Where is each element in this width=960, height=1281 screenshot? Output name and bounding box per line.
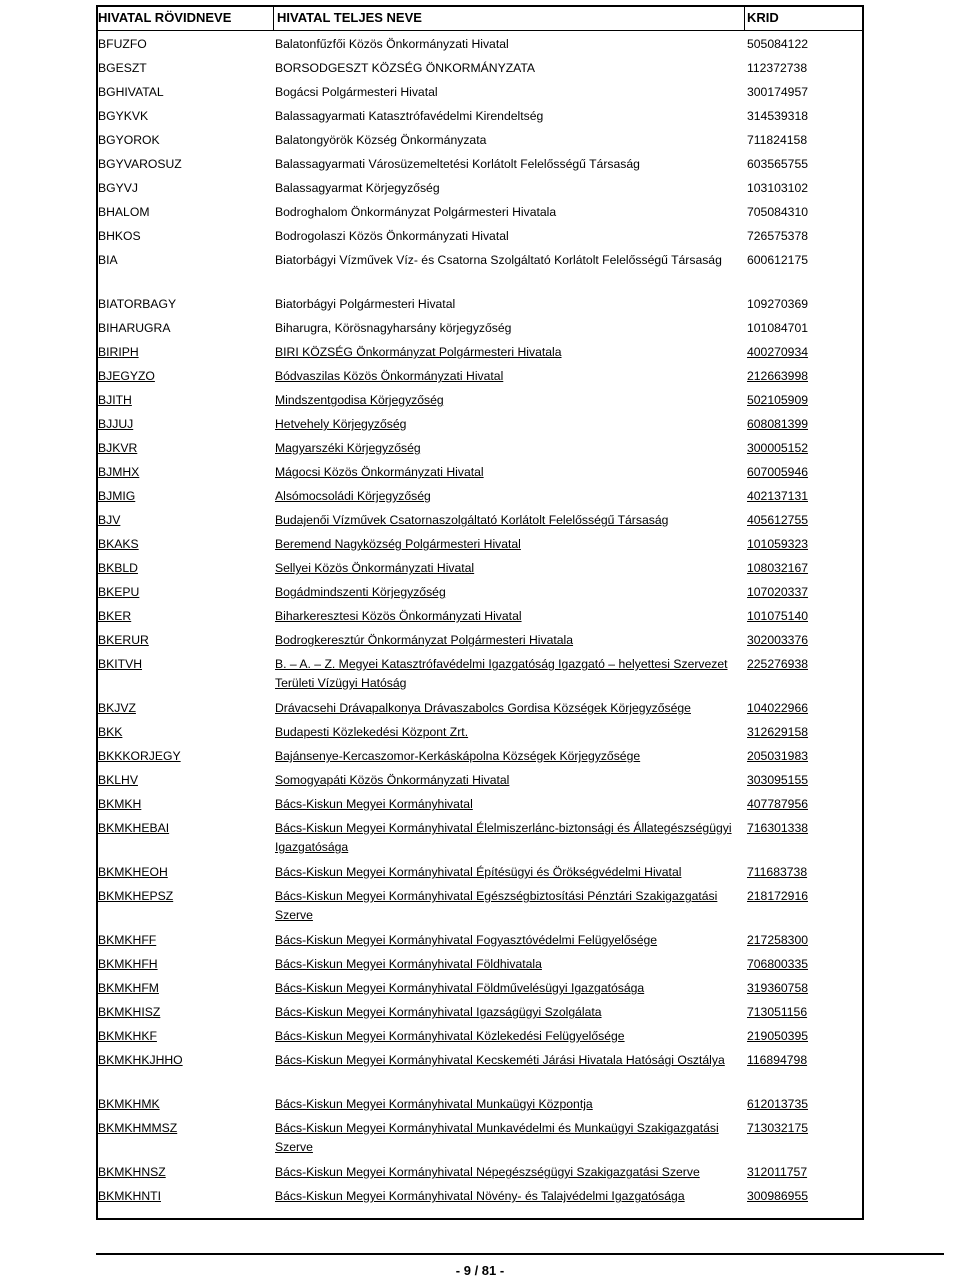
cell-short-name: BHKOS xyxy=(98,229,141,243)
cell-full-name: Biharkeresztesi Közös Önkormányzati Hivatal xyxy=(275,609,522,623)
cell-short-name: BJEGYZO xyxy=(98,369,155,383)
header-krid: KRID xyxy=(747,10,779,25)
cell-short-name: BKER xyxy=(98,609,132,623)
footer-divider xyxy=(96,1253,944,1255)
cell-full-name: Bács-Kiskun Megyei Kormányhivatal Növény- és Talajvédelmi Igazgatósága xyxy=(275,1189,685,1203)
cell-krid: 716301338 xyxy=(747,821,809,835)
cell-short-name: BGYVAROSUZ xyxy=(98,157,182,171)
cell-full-name: Hetvehely Körjegyzőség xyxy=(275,417,407,431)
cell-krid: 300174957 xyxy=(747,85,809,99)
cell-short-name: BKMKHMMSZ xyxy=(98,1121,178,1135)
cell-krid: 303095155 xyxy=(747,773,809,787)
cell-full-name: Budajenői Vízművek Csatornaszolgáltató Korlátolt Felelősségű Társaság xyxy=(275,513,669,527)
cell-full-name: Bács-Kiskun Megyei Kormányhivatal Földművelésügyi Igazgatósága xyxy=(275,981,645,995)
cell-short-name: BKLHV xyxy=(98,773,138,787)
cell-short-name: BGHIVATAL xyxy=(98,85,164,99)
cell-full-name: Bács-Kiskun Megyei Kormányhivatal Munkaügyi Központja xyxy=(275,1097,593,1111)
cell-krid: 108032167 xyxy=(747,561,809,575)
cell-short-name: BKERUR xyxy=(98,633,149,647)
cell-full-name: Balassagyarmati Katasztrófavédelmi Kirendeltség xyxy=(275,109,544,123)
cell-full-name: Alsómocsoládi Körjegyzőség xyxy=(275,489,431,503)
cell-short-name: BKMKHEOH xyxy=(98,865,168,879)
cell-full-name: Mágocsi Közös Önkormányzati Hivatal xyxy=(275,465,484,479)
cell-krid: 101059323 xyxy=(747,537,809,551)
cell-full-name: Bács-Kiskun Megyei Kormányhivatal Élelmiszerlánc-biztonsági és Állategészségügyi Igazgatósága xyxy=(275,821,732,854)
cell-short-name: BIRIPH xyxy=(98,345,139,359)
cell-krid: 300986955 xyxy=(747,1189,809,1203)
cell-krid: 116894798 xyxy=(747,1053,808,1067)
cell-short-name: BJMIG xyxy=(98,489,136,503)
header-full-name: HIVATAL TELJES NEVE xyxy=(277,10,422,25)
cell-short-name: BKEPU xyxy=(98,585,140,599)
cell-full-name: Magyarszéki Körjegyzőség xyxy=(275,441,421,455)
cell-krid: 225276938 xyxy=(747,657,809,671)
cell-short-name: BJKVR xyxy=(98,441,138,455)
cell-full-name: Biharugra, Körösnagyharsány körjegyzőség xyxy=(275,321,512,335)
cell-short-name: BKMKHNSZ xyxy=(98,1165,166,1179)
cell-short-name: BIA xyxy=(98,253,118,267)
cell-short-name: BJMHX xyxy=(98,465,140,479)
cell-krid: 705084310 xyxy=(747,205,809,219)
cell-short-name: BKMKHISZ xyxy=(98,1005,161,1019)
cell-short-name: BKMKHFF xyxy=(98,933,157,947)
cell-full-name: Somogyapáti Közös Önkormányzati Hivatal xyxy=(275,773,510,787)
cell-krid: 112372738 xyxy=(747,61,808,75)
cell-short-name: BGESZT xyxy=(98,61,147,75)
cell-krid: 109270369 xyxy=(747,297,809,311)
cell-full-name: Budapesti Közlekedési Központ Zrt. xyxy=(275,725,469,739)
cell-short-name: BIHARUGRA xyxy=(98,321,171,335)
cell-krid: 713051156 xyxy=(747,1005,808,1019)
cell-short-name: BJJUJ xyxy=(98,417,134,431)
cell-full-name: Bács-Kiskun Megyei Kormányhivatal Fogyasztóvédelmi Felügyelősége xyxy=(275,933,658,947)
cell-krid: 711683738 xyxy=(747,865,808,879)
cell-full-name: Balatonfűzfői Közös Önkormányzati Hivatal xyxy=(275,37,509,51)
cell-short-name: BJV xyxy=(98,513,121,527)
cell-krid: 600612175 xyxy=(747,253,809,267)
header-divider xyxy=(744,5,745,31)
cell-short-name: BKMKHKJHHO xyxy=(98,1053,183,1067)
cell-short-name: BGYKVK xyxy=(98,109,149,123)
cell-krid: 400270934 xyxy=(747,345,809,359)
cell-short-name: BHALOM xyxy=(98,205,150,219)
cell-full-name: Bács-Kiskun Megyei Kormányhivatal Népegészségügyi Szakigazgatási Szerve xyxy=(275,1165,700,1179)
cell-short-name: BKKKORJEGY xyxy=(98,749,181,763)
cell-short-name: BKITVH xyxy=(98,657,143,671)
cell-full-name: Bács-Kiskun Megyei Kormányhivatal Közlekedési Felügyelősége xyxy=(275,1029,625,1043)
cell-full-name: Bogácsi Polgármesteri Hivatal xyxy=(275,85,438,99)
cell-krid: 217258300 xyxy=(747,933,809,947)
cell-krid: 603565755 xyxy=(747,157,809,171)
cell-short-name: BGYVJ xyxy=(98,181,138,195)
cell-krid: 502105909 xyxy=(747,393,809,407)
cell-krid: 505084122 xyxy=(747,37,809,51)
cell-krid: 101075140 xyxy=(747,609,809,623)
cell-full-name: Beremend Nagyközség Polgármesteri Hivatal xyxy=(275,537,521,551)
header-short-name: HIVATAL RÖVIDNEVE xyxy=(98,10,232,25)
cell-short-name: BKMKHFH xyxy=(98,957,158,971)
cell-krid: 101084701 xyxy=(747,321,809,335)
cell-short-name: BIATORBAGY xyxy=(98,297,177,311)
cell-full-name: Mindszentgodisa Körjegyzőség xyxy=(275,393,444,407)
cell-full-name: Balatongyörök Község Önkormányzata xyxy=(275,133,487,147)
cell-full-name: Bács-Kiskun Megyei Kormányhivatal xyxy=(275,797,473,811)
cell-krid: 314539318 xyxy=(747,109,809,123)
cell-full-name: Biatorbágyi Polgármesteri Hivatal xyxy=(275,297,456,311)
cell-full-name: Bács-Kiskun Megyei Kormányhivatal Kecskeméti Járási Hivatala Hatósági Osztálya xyxy=(275,1053,725,1067)
cell-krid: 302003376 xyxy=(747,633,809,647)
cell-krid: 205031983 xyxy=(747,749,809,763)
cell-krid: 402137131 xyxy=(747,489,809,503)
cell-full-name: Bács-Kiskun Megyei Kormányhivatal Munkavédelmi és Munkaügyi Szakigazgatási Szerve xyxy=(275,1121,719,1154)
cell-short-name: BKMKHKF xyxy=(98,1029,157,1043)
cell-full-name: BIRI KÖZSÉG Önkormányzat Polgármesteri Hivatala xyxy=(275,345,562,359)
cell-full-name: Drávacsehi Drávapalkonya Drávaszabolcs Gordisa Községek Körjegyzősége xyxy=(275,701,691,715)
cell-krid: 312011757 xyxy=(747,1165,808,1179)
cell-short-name: BKMKH xyxy=(98,797,142,811)
cell-full-name: Bodrogolaszi Közös Önkormányzati Hivatal xyxy=(275,229,509,243)
cell-krid: 407787956 xyxy=(747,797,809,811)
cell-short-name: BKMKHFM xyxy=(98,981,159,995)
cell-krid: 706800335 xyxy=(747,957,809,971)
cell-krid: 612013735 xyxy=(747,1097,809,1111)
page-number: - 9 / 81 - xyxy=(455,1263,505,1278)
cell-full-name: Bodrogkeresztúr Önkormányzat Polgármesteri Hivatala xyxy=(275,633,574,647)
cell-krid: 405612755 xyxy=(747,513,809,527)
cell-krid: 711824158 xyxy=(747,133,808,147)
cell-krid: 212663998 xyxy=(747,369,809,383)
cell-krid: 607005946 xyxy=(747,465,809,479)
cell-full-name: B. – A. – Z. Megyei Katasztrófavédelmi Igazgatóság Igazgató – helyettesi Szervezet Területi Vízügyi Hatóság xyxy=(275,657,728,690)
cell-full-name: Biatorbágyi Vízművek Víz- és Csatorna Szolgáltató Korlátolt Felelősségű Társaság xyxy=(275,253,722,267)
cell-krid: 107020337 xyxy=(747,585,809,599)
cell-krid: 713032175 xyxy=(747,1121,809,1135)
cell-full-name: Bodroghalom Önkormányzat Polgármesteri Hivatala xyxy=(275,205,557,219)
cell-krid: 103103102 xyxy=(747,181,809,195)
cell-short-name: BKMKHEPSZ xyxy=(98,889,174,903)
cell-short-name: BGYOROK xyxy=(98,133,160,147)
cell-short-name: BKMKHNTI xyxy=(98,1189,161,1203)
cell-short-name: BKK xyxy=(98,725,123,739)
cell-krid: 104022966 xyxy=(747,701,809,715)
cell-short-name: BKMKHEBAI xyxy=(98,821,170,835)
cell-full-name: Balassagyarmati Városüzemeltetési Korlátolt Felelősségű Társaság xyxy=(275,157,640,171)
cell-full-name: Bódvaszilas Közös Önkormányzati Hivatal xyxy=(275,369,504,383)
cell-short-name: BFUZFO xyxy=(98,37,147,51)
cell-full-name: Bajánsenye-Kercaszomor-Kerkáskápolna Községek Körjegyzősége xyxy=(275,749,641,763)
cell-short-name: BKJVZ xyxy=(98,701,136,715)
cell-krid: 608081399 xyxy=(747,417,809,431)
cell-short-name: BKMKHMK xyxy=(98,1097,160,1111)
cell-krid: 218172916 xyxy=(747,889,809,903)
cell-full-name: Bács-Kiskun Megyei Kormányhivatal Földhivatala xyxy=(275,957,542,971)
cell-full-name: Balassagyarmat Körjegyzőség xyxy=(275,181,440,195)
cell-krid: 300005152 xyxy=(747,441,809,455)
cell-krid: 726575378 xyxy=(747,229,809,243)
cell-krid: 219050395 xyxy=(747,1029,809,1043)
cell-full-name: Bács-Kiskun Megyei Kormányhivatal Igazságügyi Szolgálata xyxy=(275,1005,602,1019)
cell-short-name: BKBLD xyxy=(98,561,138,575)
cell-full-name: BORSODGESZT KÖZSÉG ÖNKORMÁNYZATA xyxy=(275,61,536,75)
cell-krid: 312629158 xyxy=(747,725,809,739)
cell-short-name: BKAKS xyxy=(98,537,139,551)
cell-full-name: Bogádmindszenti Körjegyzőség xyxy=(275,585,446,599)
cell-short-name: BJITH xyxy=(98,393,132,407)
cell-full-name: Bács-Kiskun Megyei Kormányhivatal Építésügyi és Örökségvédelmi Hivatal xyxy=(275,865,682,879)
cell-krid: 319360758 xyxy=(747,981,809,995)
cell-full-name: Bács-Kiskun Megyei Kormányhivatal Egészségbiztosítási Pénztári Szakigazgatási Szerve xyxy=(275,889,718,922)
cell-full-name: Sellyei Közös Önkormányzati Hivatal xyxy=(275,561,475,575)
header-divider xyxy=(273,5,274,31)
